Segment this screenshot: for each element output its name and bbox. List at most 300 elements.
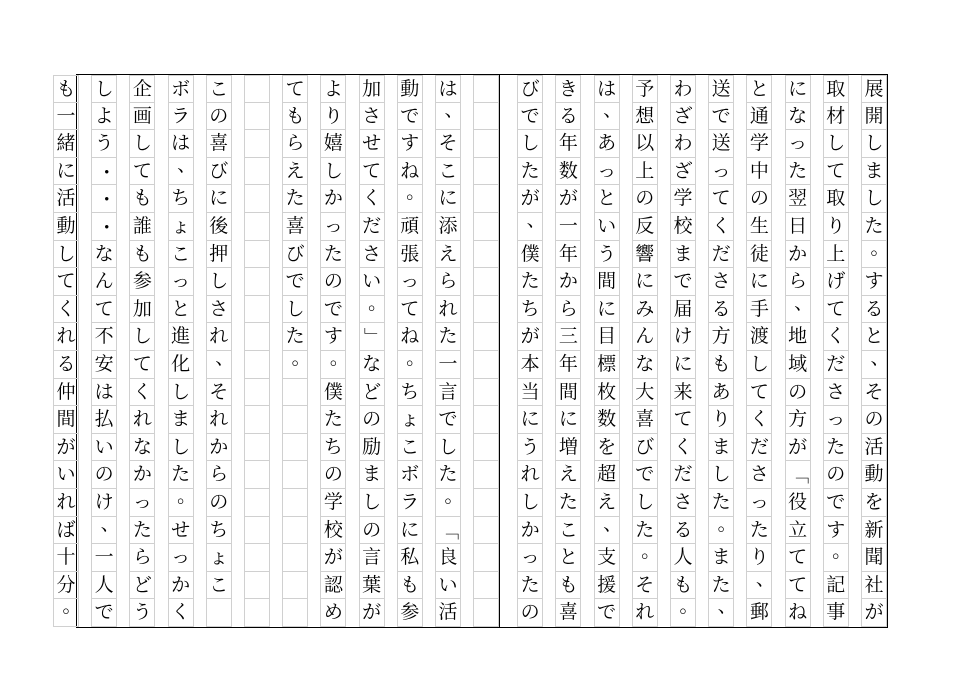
grid-cell (244, 489, 270, 517)
character: 大 (635, 380, 655, 403)
character: 励 (362, 435, 382, 458)
grid-cell (168, 213, 194, 241)
character: の (362, 408, 382, 431)
character: ど (362, 380, 382, 403)
character: に (788, 78, 808, 100)
grid-cell (746, 323, 772, 351)
grid-cell (53, 75, 79, 103)
character: な (132, 435, 152, 458)
grid-cell (670, 75, 696, 103)
grid-cell (823, 540, 852, 572)
grid-cell (91, 268, 117, 296)
character: が (520, 325, 540, 348)
character: 動 (864, 463, 884, 486)
grid-cell (282, 158, 308, 186)
character: 展 (864, 78, 884, 100)
character: に (520, 408, 540, 431)
character: の (323, 270, 343, 293)
character: た (323, 408, 343, 431)
grid-cell (435, 296, 461, 324)
character: 材 (826, 104, 846, 127)
character: る (56, 353, 76, 375)
grid-cell (206, 158, 232, 186)
grid-cell (206, 406, 232, 434)
manuscript-column (785, 75, 814, 627)
grid-cell (244, 323, 270, 351)
character: ど (132, 573, 152, 596)
character: れ (132, 408, 152, 431)
character: が (362, 601, 382, 624)
manuscript-column (320, 75, 349, 627)
character: け (673, 325, 693, 348)
grid-cell (517, 241, 543, 269)
grid-cell (168, 379, 194, 407)
grid-cell (168, 599, 194, 627)
character: る (558, 104, 578, 127)
character: は (171, 132, 191, 155)
grid-cell (282, 599, 308, 627)
grid-cell (823, 213, 849, 241)
grid-cell (320, 434, 346, 462)
character: 想 (635, 104, 655, 127)
grid-cell (129, 130, 155, 158)
grid-cell (320, 241, 346, 269)
character: も (285, 104, 305, 127)
grid-cell (785, 130, 811, 158)
character: 地 (788, 325, 808, 348)
character: 。 (679, 595, 699, 618)
grid-cell (129, 323, 155, 351)
grid-cell (129, 434, 155, 462)
grid-cell (517, 599, 543, 627)
character: 送 (711, 78, 731, 100)
grid-cell (670, 103, 696, 131)
grid-cell (129, 517, 155, 545)
character: 葉 (362, 573, 382, 596)
grid-cell (785, 241, 811, 269)
character: よ (94, 104, 114, 127)
grid-cell (359, 599, 385, 627)
grid-cell (555, 323, 581, 351)
grid-cell (517, 323, 543, 351)
character: で (323, 297, 343, 320)
character: う (94, 132, 114, 155)
grid-cell (282, 572, 308, 600)
grid-cell (594, 323, 620, 351)
character: は (438, 78, 458, 100)
grid-cell (517, 406, 543, 434)
grid-cell (632, 406, 658, 434)
character: に (209, 187, 229, 210)
character: て (94, 297, 114, 320)
character: 、 (794, 291, 814, 314)
grid-cell (91, 185, 117, 213)
character: さ (209, 297, 229, 320)
grid-cell (861, 130, 887, 158)
character: し (520, 491, 540, 513)
grid-cell (359, 572, 385, 600)
grid-cell (397, 379, 423, 407)
grid-cell (517, 544, 543, 572)
character: し (285, 297, 305, 320)
grid-cell (823, 379, 849, 407)
character: い (438, 573, 458, 596)
grid-cell (53, 213, 79, 241)
character: ち (323, 435, 343, 458)
character: ま (711, 546, 731, 569)
character: る (864, 297, 884, 320)
grid-cell (555, 406, 581, 434)
character: し (362, 491, 382, 513)
character: か (323, 187, 343, 210)
character: 方 (711, 325, 731, 348)
character: 活 (438, 601, 458, 624)
grid-cell (282, 103, 308, 131)
grid-cell (861, 572, 887, 600)
character: ボ (171, 78, 191, 100)
character: だ (362, 215, 382, 237)
character: 加 (362, 78, 382, 100)
manuscript-column (708, 75, 737, 627)
character: 新 (864, 518, 884, 541)
character: 私 (400, 546, 420, 569)
grid-cell (473, 103, 499, 131)
grid-cell (555, 461, 581, 489)
character: 三 (558, 325, 578, 348)
grid-cell (53, 379, 79, 407)
character: と (749, 78, 769, 100)
character: 増 (558, 435, 578, 458)
character: 、 (444, 98, 464, 121)
character: に (400, 518, 420, 541)
grid-cell (435, 323, 461, 351)
grid-cell (435, 351, 461, 379)
grid-cell (206, 517, 232, 545)
grid-cell (168, 185, 194, 213)
grid-cell (91, 599, 117, 627)
character: 動 (56, 215, 76, 237)
grid-cell (785, 572, 811, 600)
character: だ (749, 435, 769, 458)
grid-cell (206, 461, 232, 489)
character: だ (673, 463, 693, 486)
grid-cell (91, 544, 117, 572)
grid-cell (397, 296, 423, 324)
character: 渡 (749, 325, 769, 348)
character: 年 (558, 242, 578, 265)
character: 一 (558, 215, 578, 237)
grid-cell (129, 351, 155, 379)
character: た (864, 215, 884, 237)
grid-cell (746, 268, 772, 296)
character: り (749, 546, 769, 569)
character: 企 (132, 78, 152, 100)
grid-cell (244, 572, 270, 600)
character: た (520, 573, 540, 596)
character: 。 (406, 347, 426, 369)
grid-cell (517, 75, 543, 103)
character: 域 (788, 353, 808, 375)
character: 生 (749, 215, 769, 237)
character: い (362, 270, 382, 293)
manuscript-column (282, 75, 311, 627)
manuscript-column (517, 75, 546, 627)
character: ら (209, 463, 229, 486)
grid-cell (359, 241, 385, 269)
character: 不 (94, 325, 114, 348)
character: の (864, 408, 884, 431)
grid-cell (129, 599, 155, 627)
grid-cell (632, 103, 658, 131)
grid-cell (129, 379, 155, 407)
grid-cell (53, 103, 79, 131)
grid-cell (168, 268, 194, 296)
grid-cell (861, 236, 890, 269)
character: で (826, 491, 846, 513)
grid-cell (397, 517, 423, 545)
grid-cell (206, 379, 232, 407)
grid-cell (91, 572, 117, 600)
grid-cell (594, 572, 620, 600)
character: っ (520, 546, 540, 569)
character: 」 (361, 327, 384, 347)
character: く (132, 380, 152, 403)
grid-cell (517, 209, 546, 241)
grid-cell (746, 489, 772, 517)
grid-cell (708, 130, 734, 158)
grid-cell (785, 351, 811, 379)
grid-cell (670, 323, 696, 351)
grid-cell (632, 434, 658, 462)
character: れ (438, 297, 458, 320)
character: た (132, 518, 152, 541)
grid-cell (555, 434, 581, 462)
grid-cell (397, 406, 423, 434)
character: 安 (94, 353, 114, 375)
grid-cell (359, 517, 385, 545)
character: っ (711, 159, 731, 182)
grid-cell (785, 103, 811, 131)
character: と (597, 187, 617, 210)
character: 「 (437, 520, 460, 540)
character: に (749, 270, 769, 293)
character: ラ (171, 104, 191, 127)
character: か (132, 463, 152, 486)
character: 来 (673, 380, 693, 403)
character: し (323, 159, 343, 182)
character: 僕 (323, 380, 343, 403)
grid-cell (282, 434, 308, 462)
grid-cell (91, 379, 117, 407)
character: す (826, 518, 846, 541)
grid-cell (53, 296, 79, 324)
character: て (362, 159, 382, 182)
character: ょ (400, 408, 420, 431)
grid-cell (473, 489, 499, 517)
grid-cell (555, 351, 581, 379)
character: 年 (558, 132, 578, 155)
manuscript-column (632, 75, 661, 627)
grid-cell (359, 158, 385, 186)
grid-cell (708, 351, 734, 379)
grid-cell (517, 351, 543, 379)
grid-cell (320, 103, 346, 131)
character: 送 (711, 132, 731, 155)
character: わ (673, 132, 693, 155)
character: 参 (132, 270, 152, 293)
character: 喜 (209, 132, 229, 155)
grid-cell (785, 599, 811, 627)
grid-cell (746, 185, 772, 213)
character: こ (171, 242, 191, 265)
character: 誰 (132, 215, 152, 237)
grid-cell (282, 130, 308, 158)
grid-cell (244, 461, 270, 489)
character: 。 (368, 291, 388, 314)
manuscript-column (168, 75, 197, 627)
character: く (362, 187, 382, 210)
grid-cell (53, 158, 79, 186)
grid-cell (670, 517, 696, 545)
grid-cell (746, 130, 772, 158)
grid-cell (91, 323, 117, 351)
character: っ (132, 491, 152, 513)
character: こ (400, 435, 420, 458)
manuscript-column (91, 75, 120, 627)
grid-cell (746, 517, 772, 545)
grid-cell (53, 544, 79, 572)
character: 僕 (520, 242, 540, 265)
character: 。 (444, 485, 464, 507)
character: 学 (323, 491, 343, 513)
grid-cell (823, 296, 849, 324)
character: 分 (56, 573, 76, 596)
character: は (94, 380, 114, 403)
character: ボ (400, 463, 420, 486)
grid-cell (708, 213, 734, 241)
grid-cell (320, 268, 346, 296)
grid-cell (670, 268, 696, 296)
character: さ (362, 242, 382, 265)
character: れ (56, 325, 76, 348)
character: ・ (93, 217, 116, 237)
grid-cell (53, 406, 79, 434)
grid-cell (823, 461, 849, 489)
grid-cell (670, 595, 699, 627)
grid-cell (632, 599, 658, 627)
grid-cell (517, 296, 543, 324)
character: 払 (94, 408, 114, 431)
grid-cell (555, 103, 581, 131)
character: 。 (717, 512, 737, 535)
grid-cell (670, 489, 696, 517)
character: だ (826, 353, 846, 375)
grid-cell (785, 291, 814, 324)
grid-cell (708, 158, 734, 186)
character: 支 (597, 546, 617, 569)
character: の (520, 601, 540, 624)
character: ち (520, 297, 540, 320)
character: だ (711, 242, 731, 265)
grid-cell (359, 130, 385, 158)
grid-cell (632, 296, 658, 324)
grid-cell (823, 241, 849, 269)
grid-cell (632, 130, 658, 158)
character: 校 (673, 215, 693, 237)
grid-cell (435, 544, 461, 572)
grid-cell (320, 572, 346, 600)
grid-cell (244, 213, 270, 241)
character: れ (209, 325, 229, 348)
character: 年 (558, 353, 578, 375)
grid-cell (861, 544, 887, 572)
grid-cell (320, 489, 346, 517)
character: う (520, 435, 540, 458)
character: も (132, 187, 152, 210)
character: 上 (826, 242, 846, 265)
character: し (520, 132, 540, 155)
grid-cell (91, 296, 117, 324)
grid-cell (785, 544, 811, 572)
character: 間 (597, 270, 617, 293)
grid-cell (244, 158, 270, 186)
grid-cell (785, 461, 811, 489)
character: せ (362, 132, 382, 155)
grid-cell (206, 268, 232, 296)
grid-cell (206, 347, 235, 379)
character: な (788, 104, 808, 127)
grid-cell (517, 103, 543, 131)
grid-cell (435, 185, 461, 213)
grid-cell (746, 241, 772, 269)
grid-cell (91, 241, 117, 269)
grid-cell (594, 379, 620, 407)
character: た (788, 159, 808, 182)
character: が (323, 546, 343, 569)
grid-cell (244, 130, 270, 158)
manuscript-column (435, 75, 464, 627)
grid-cell (473, 268, 499, 296)
grid-cell (861, 268, 887, 296)
grid-cell (91, 351, 117, 379)
grid-cell (785, 434, 811, 462)
character: い (597, 215, 617, 237)
character: し (826, 132, 846, 155)
character: れ (635, 601, 655, 624)
character: り (826, 215, 846, 237)
grid-cell (206, 130, 232, 158)
character: 添 (438, 215, 458, 237)
character: を (864, 491, 884, 513)
character: っ (400, 270, 420, 293)
character: の (323, 463, 343, 486)
grid-cell (473, 130, 499, 158)
grid-cell (746, 379, 772, 407)
grid-cell (708, 595, 737, 627)
grid-cell (168, 572, 194, 600)
grid-cell (435, 599, 461, 627)
grid-cell (517, 489, 543, 517)
character: 参 (400, 601, 420, 624)
character: け (94, 491, 114, 513)
grid-cell (206, 572, 232, 600)
character: た (749, 518, 769, 541)
character: な (362, 353, 382, 375)
grid-cell (435, 213, 461, 241)
grid-cell (53, 517, 79, 545)
grid-cell (594, 351, 620, 379)
character: し (94, 78, 114, 100)
